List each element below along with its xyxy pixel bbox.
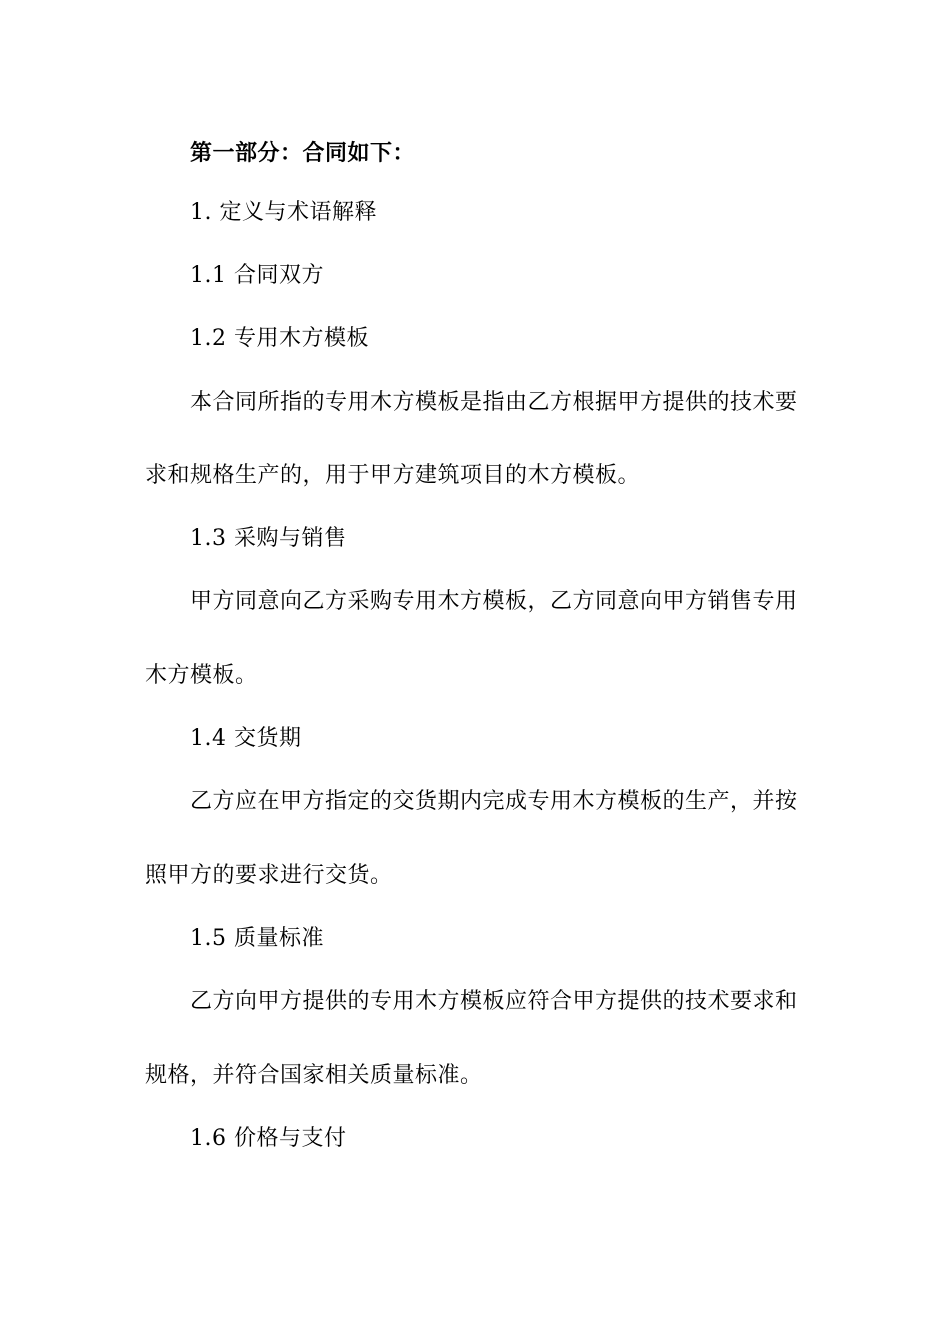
subsection-heading: 1.2 专用木方模板: [190, 326, 369, 351]
paragraph-line: 照甲方的要求进行交货。: [145, 863, 393, 888]
paragraph-line: 甲方同意向乙方采购专用木方模板，乙方同意向甲方销售专用: [190, 589, 798, 614]
paragraph-line: 乙方向甲方提供的专用木方模板应符合甲方提供的技术要求和: [190, 989, 798, 1014]
paragraph-line: 规格，并符合国家相关质量标准。: [145, 1063, 483, 1088]
paragraph-line: 本合同所指的专用木方模板是指由乙方根据甲方提供的技术要: [190, 390, 798, 415]
paragraph-line: 乙方应在甲方指定的交货期内完成专用木方模板的生产，并按: [190, 789, 798, 814]
subsection-heading: 1.4 交货期: [190, 726, 302, 751]
paragraph-line: 木方模板。: [145, 663, 258, 688]
section-heading: 1. 定义与术语解释: [190, 200, 377, 225]
subsection-heading: 1.5 质量标准: [190, 926, 324, 951]
paragraph-line: 求和规格生产的，用于甲方建筑项目的木方模板。: [145, 463, 641, 488]
part-heading: 第一部分：合同如下：: [190, 140, 416, 166]
subsection-heading: 1.6 价格与支付: [190, 1126, 347, 1151]
subsection-heading: 1.3 采购与销售: [190, 526, 347, 551]
subsection-heading: 1.1 合同双方: [190, 263, 324, 288]
